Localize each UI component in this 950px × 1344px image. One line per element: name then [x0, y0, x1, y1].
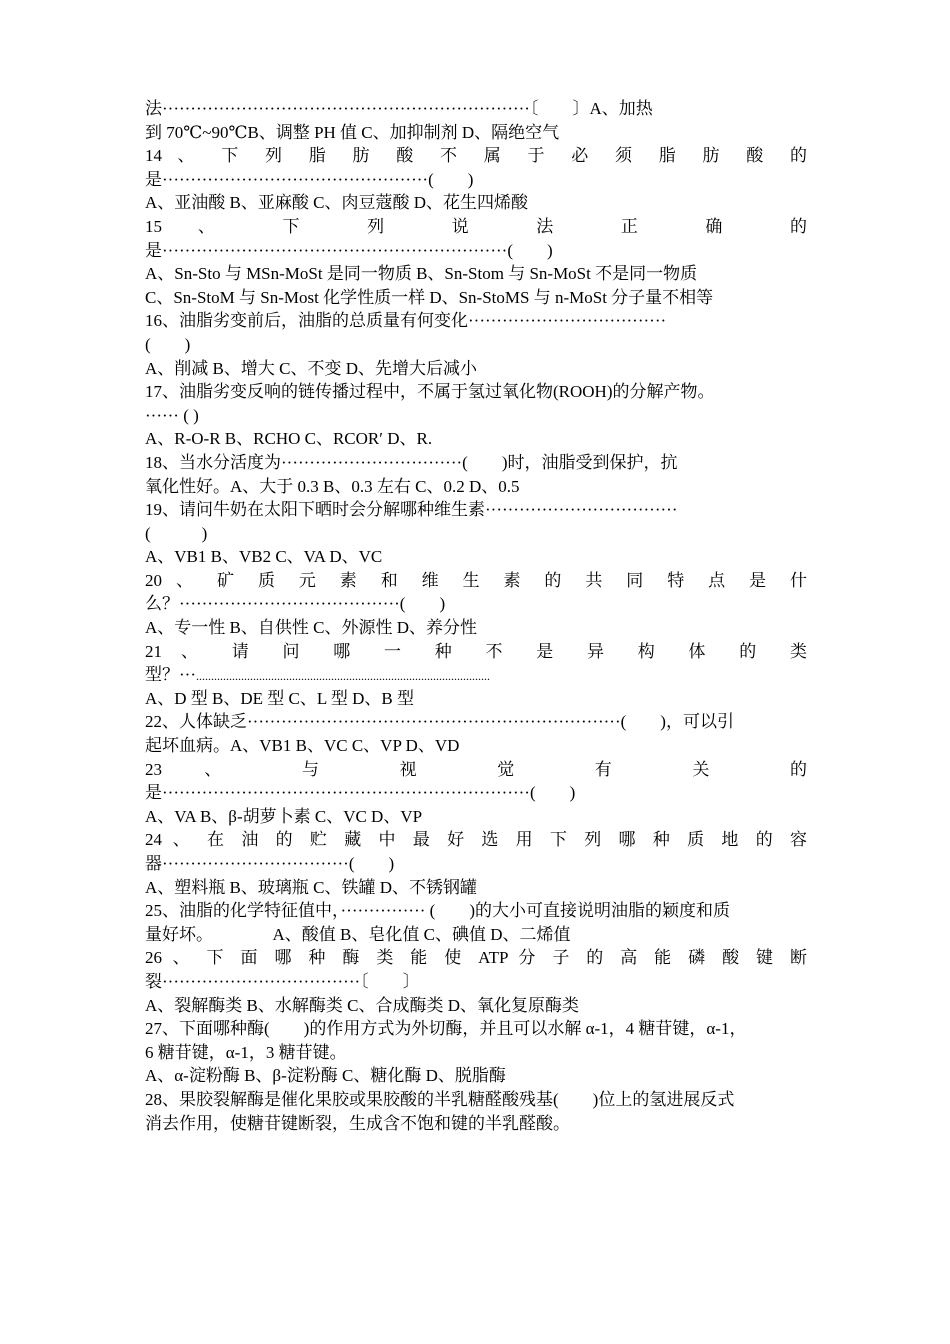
text-line: 22、人体缺乏··································································( )，可以引 [145, 712, 734, 732]
text-line: A、专一性 B、自供性 C、外源性 D、养分性 [145, 618, 477, 638]
question-text [145, 97, 807, 1135]
text-line: 是·································································( ) [145, 783, 576, 803]
text-line: 27、下面哪种酶( )的作用方式为外切酶，并且可以水解 α-1，4 糖苷键，α-1， [145, 1019, 747, 1039]
text-line: 19、请问牛奶在太阳下晒时会分解哪种维生素·································· [145, 500, 678, 520]
text-line: A、VA B、β-胡萝卜素 C、VC D、VP [145, 806, 423, 826]
text-line: C、Sn-StoM 与 Sn-Most 化学性质一样 D、Sn-StoMS 与 n-MoSt 分子量不相等 [145, 287, 714, 307]
text-line [145, 663, 807, 687]
text-line: 到 70℃~90℃B、调整 PH 值 C、加抑制剂 D、隔绝空气 [145, 122, 560, 142]
text-line: A、R-O-R B、RCHO C、RCOR′ D、R. [145, 429, 433, 449]
text-line: A、D 型 B、DE 型 C、L 型 D、B 型 [145, 688, 415, 708]
text-line: 器·································( ) [145, 854, 395, 873]
text-line: A、亚油酸 B、亚麻酸 C、肉豆蔻酸 D、花生四烯酸 [145, 193, 528, 213]
text-line: A、Sn-Sto 与 MSn-MoSt 是同一物质 B、Sn-Stom 与 Sn-MoSt 不是同一物质 [145, 264, 698, 284]
text-line: 21 、 请 问 哪 一 种 不 是 异 构 体 的 类 [145, 641, 807, 661]
text-line: 28、果胶裂解酶是催化果胶或果胶酸的半乳糖醛酸残基( )位上的氢进展反式 [145, 1089, 735, 1109]
text-line: ······ ( ) [145, 405, 199, 425]
dot-leader: .................................................................................................. [195, 669, 490, 684]
text-line: 14 、 下 列 脂 肪 酸 不 属 于 必 须 脂 肪 酸 的 [145, 146, 807, 166]
text-line: A、VB1 B、VB2 C、VA D、VC [145, 547, 383, 567]
text-fragment: 型？··· [145, 665, 196, 685]
text-line: ( ) [145, 334, 191, 354]
text-line: 裂···································〔 〕 [145, 971, 420, 991]
text-line: 氧化性好。A、大于 0.3 B、0.3 左右 C、0.2 D、0.5 [145, 476, 520, 496]
text-line: 20 、 矿 质 元 素 和 维 生 素 的 共 同 特 点 是 什 [145, 570, 807, 590]
text-line: A、裂解酶类 B、水解酶类 C、合成酶类 D、氧化复原酶类 [145, 995, 579, 1015]
text-line: 23 、 与 视 觉 有 关 的 [145, 759, 807, 779]
text-line: A、α-淀粉酶 B、β-淀粉酶 C、糖化酶 D、脱脂酶 [145, 1066, 506, 1086]
text-line: 是·····························································( ) [145, 240, 553, 260]
text-line: A、削减 B、增大 C、不变 D、先增大后减小 [145, 358, 477, 378]
text-line: 16、油脂劣变前后，油脂的总质量有何变化··································· [145, 311, 667, 331]
text-line: 25、油脂的化学特征值中，··············· ( )的大小可直接说明油脂的颖度和质 [145, 901, 730, 921]
text-line: 么？·······································( ) [145, 594, 446, 614]
text-line: 是···············································( ) [145, 169, 474, 189]
text-line: 15 、 下 列 说 法 正 确 的 [145, 216, 807, 236]
text-line: 消去作用，使糖苷键断裂，生成含不饱和键的半乳醛酸。 [145, 1113, 570, 1133]
text-line: 量好坏。 A、酸值 B、皂化值 C、碘值 D、二烯值 [145, 924, 571, 944]
text-line: A、塑料瓶 B、玻璃瓶 C、铁罐 D、不锈钢罐 [145, 877, 477, 897]
text-line: ( ) [145, 523, 208, 543]
text-line: 24 、 在 油 的 贮 藏 中 最 好 选 用 下 列 哪 种 质 地 的 容 [145, 830, 807, 850]
text-line: 26 、 下 面 哪 种 酶 类 能 使 ATP 分 子 的 高 能 磷 酸 键 断 [145, 948, 807, 968]
text-line: 18、当水分活度为································( )时，油脂受到保护，抗 [145, 452, 678, 472]
text-line: 法·································································〔 〕A、加热 [145, 99, 653, 118]
text-line: 6 糖苷键，α-1，3 糖苷键。 [145, 1042, 347, 1062]
text-line: 起坏血病。A、VB1 B、VC C、VP D、VD [145, 736, 460, 756]
text-line: 17、油脂劣变反响的链传播过程中，不属于氢过氧化物(ROOH)的分解产物。 [145, 382, 715, 402]
